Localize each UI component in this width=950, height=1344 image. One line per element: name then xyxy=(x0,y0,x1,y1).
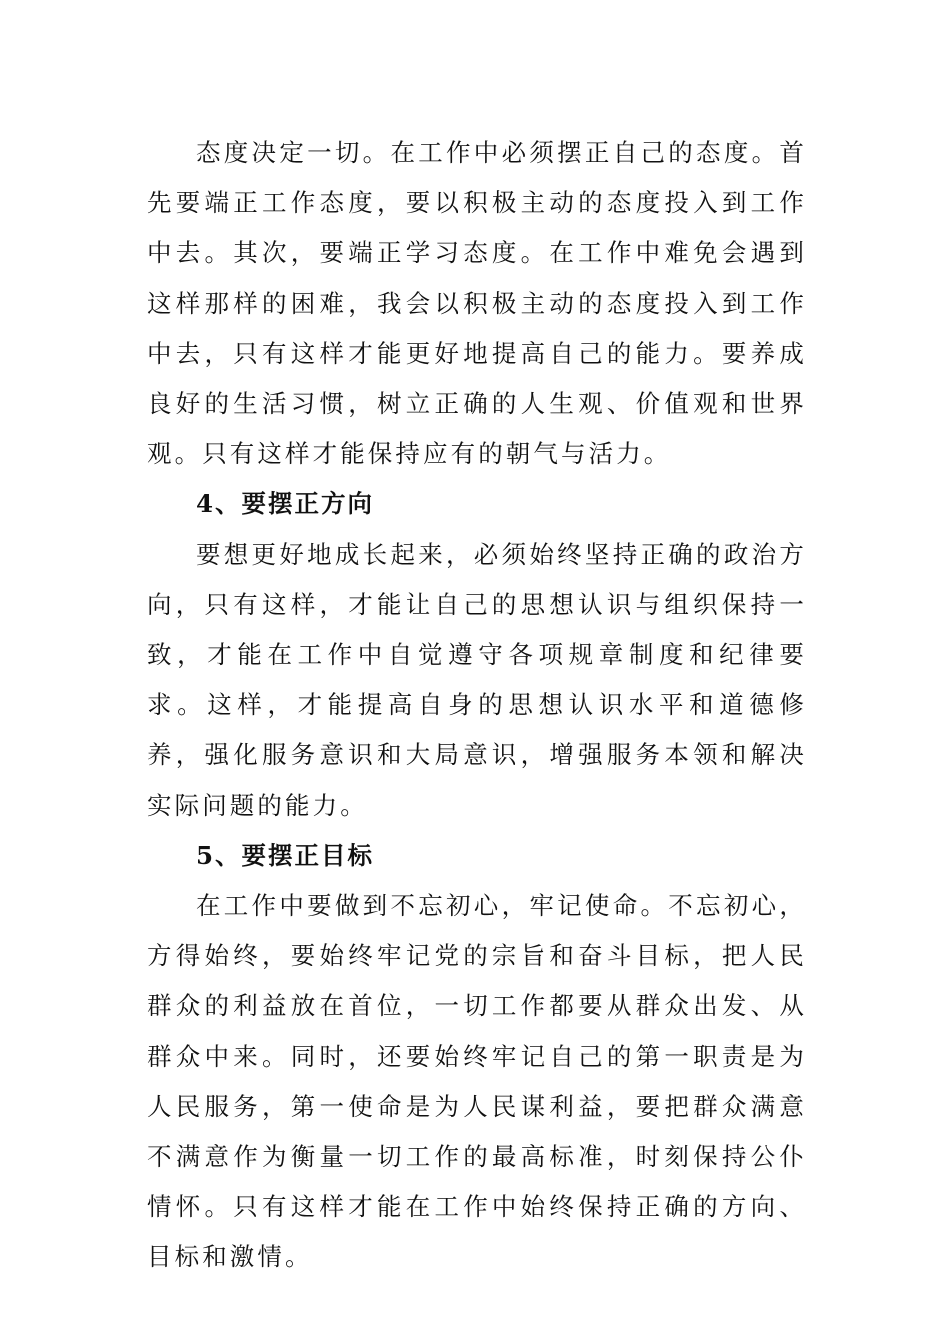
section-heading-goal: 5、要摆正目标 xyxy=(196,840,375,870)
paragraph-direction: 要想更好地成长起来，必须始终坚持正确的政治方向，只有这样，才能让自己的思想认识与组织保持一致，才能在工作中自觉遵守各项规章制度和纪律要求。这样，才能提高自身的思想认识水平和道德修养，强化服务意识和大局意识，增强服务本领和解决实际问题的能力。 xyxy=(147,539,807,820)
document-page xyxy=(147,128,807,1283)
section-heading-direction: 4、要摆正方向 xyxy=(196,489,375,519)
paragraph-goal: 在工作中要做到不忘初心，牢记使命。不忘初心，方得始终，要始终牢记党的宗旨和奋斗目标，把人民群众的利益放在首位，一切工作都要从群众出发、从群众中来。同时，还要始终牢记自己的第一职责是为人民服务，第一使命是为人民谋利益，要把群众满意不满意作为衡量一切工作的最高标准，时刻保持公仆情怀。只有这样才能在工作中始终保持正确的方向、目标和激情。 xyxy=(147,891,807,1272)
paragraph-attitude: 态度决定一切。在工作中必须摆正自己的态度。首先要端正工作态度，要以积极主动的态度投入到工作中去。其次，要端正学习态度。在工作中难免会遇到这样那样的困难，我会以积极主动的态度投入到工作中去，只有这样才能更好地提高自己的能力。要养成良好的生活习惯，树立正确的人生观、价值观和世界观。只有这样才能保持应有的朝气与活力。 xyxy=(147,138,807,469)
